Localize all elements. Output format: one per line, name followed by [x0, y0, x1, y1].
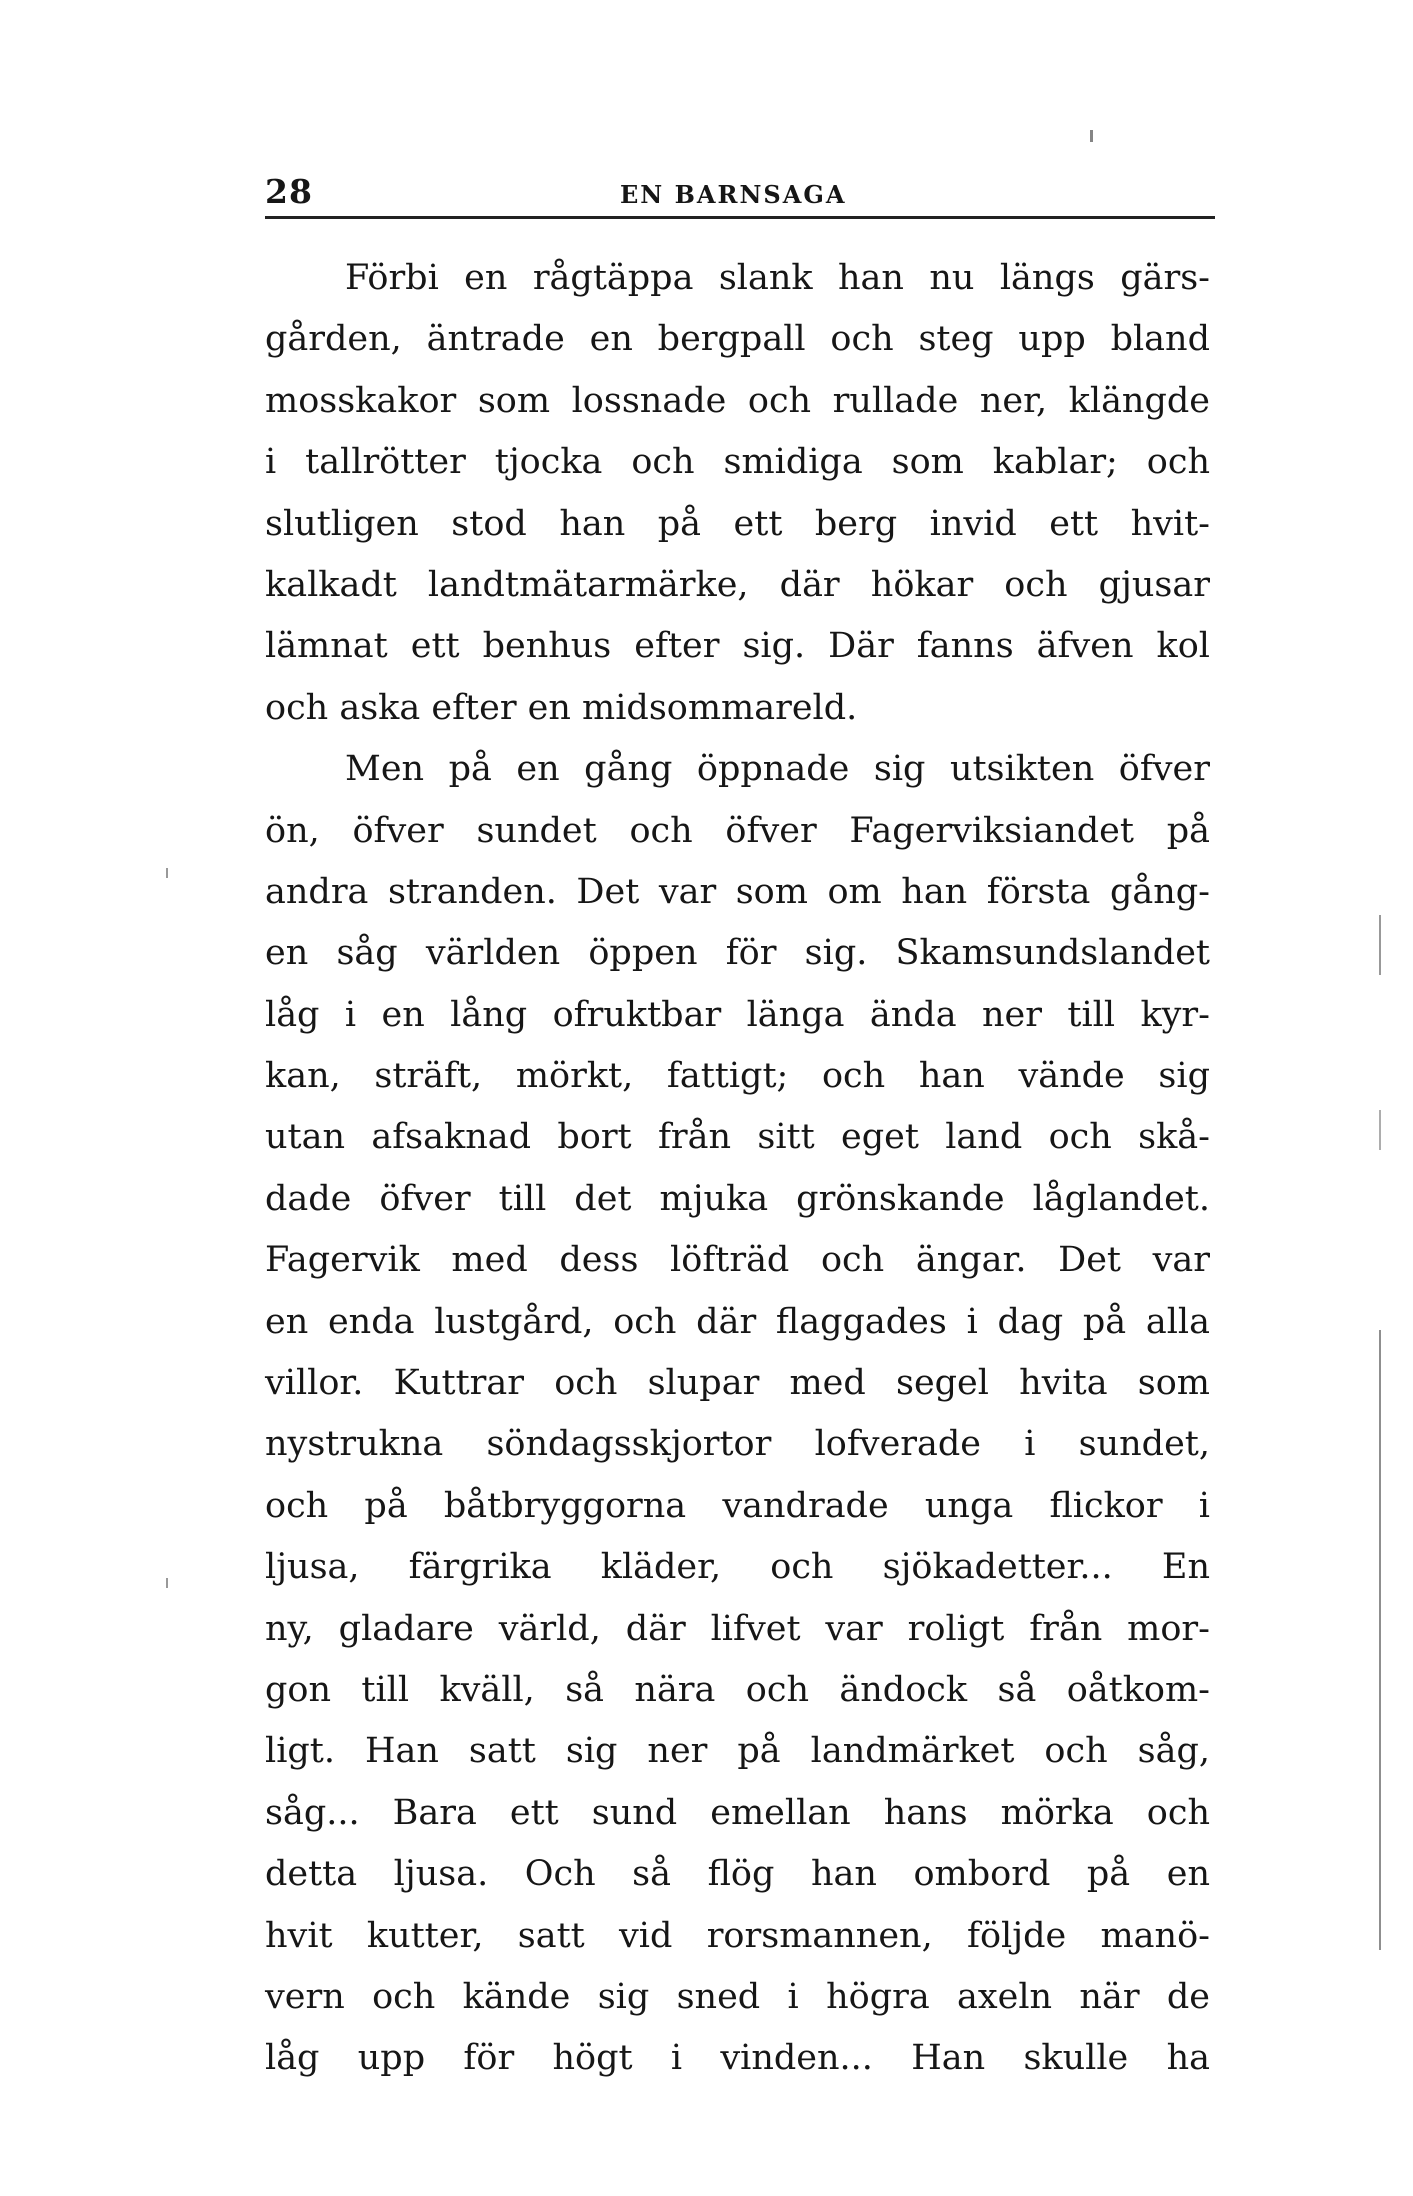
- text-line: andra stranden. Det var som om han första gång-: [265, 871, 1210, 912]
- header-rule: [265, 216, 1215, 219]
- text-line: ön, öfver sundet och öfver Fagerviksiandet på: [265, 810, 1210, 851]
- text-line: mosskakor som lossnade och rullade ner, klängde: [265, 380, 1210, 421]
- paragraph-2: [265, 739, 1210, 2090]
- scan-mark: [1379, 1330, 1381, 1950]
- text-line: lämnat ett benhus efter sig. Där fanns äfven kol: [265, 626, 1210, 667]
- text-line: nystrukna söndagsskjortor lofverade i sundet,: [265, 1424, 1210, 1465]
- running-head: EN BARNSAGA: [620, 180, 847, 209]
- scan-mark: [1090, 130, 1093, 142]
- text-line: ligt. Han satt sig ner på landmärket och såg,: [265, 1731, 1210, 1772]
- text-line: i tallrötter tjocka och smidiga som kablar; och: [265, 442, 1210, 483]
- scan-mark: [166, 868, 168, 878]
- text-line: Förbi en rågtäppa slank han nu längs gärs-: [345, 258, 1210, 298]
- text-line: utan afsaknad bort från sitt eget land och skå-: [265, 1117, 1210, 1158]
- text-line: såg... Bara ett sund emellan hans mörka och: [265, 1792, 1210, 1833]
- text-line: Fagervik med dess löfträd och ängar. Det var: [265, 1240, 1210, 1281]
- text-line: kan, sträft, mörkt, fattigt; och han vände sig: [265, 1056, 1210, 1097]
- paragraph-1: [265, 248, 1210, 739]
- text-line: och på båtbryggorna vandrade unga flickor i: [265, 1485, 1210, 1526]
- text-line: ljusa, färgrika kläder, och sjökadetter... En: [265, 1547, 1210, 1588]
- text-line: villor. Kuttrar och slupar med segel hvita som: [265, 1363, 1210, 1404]
- text-line: hvit kutter, satt vid rorsmannen, följde manö-: [265, 1915, 1210, 1956]
- text-line: en enda lustgård, och där flaggades i dag på alla: [265, 1301, 1210, 1342]
- scan-mark: [1379, 915, 1381, 975]
- text-line: en såg världen öppen för sig. Skamsundslandet: [265, 933, 1210, 974]
- text-line: vern och kände sig sned i högra axeln när de: [265, 1976, 1210, 2017]
- text-line: Men på en gång öppnade sig utsikten öfver: [345, 749, 1210, 790]
- scan-mark: [166, 1578, 168, 1588]
- page-header: [265, 172, 1215, 216]
- text-line: och aska efter en midsommareld.: [265, 687, 858, 728]
- text-line: ny, gladare värld, där lifvet var roligt från mor-: [265, 1608, 1210, 1649]
- text-line: låg upp för högt i vinden... Han skulle ha: [265, 2038, 1210, 2079]
- text-line: gården, äntrade en bergpall och steg upp bland: [265, 319, 1210, 360]
- scan-mark: [1379, 1110, 1381, 1150]
- body-text: [265, 248, 1210, 2090]
- page-number: 28: [265, 172, 313, 211]
- text-line: slutligen stod han på ett berg invid ett hvit-: [265, 503, 1210, 544]
- text-line: låg i en lång ofruktbar länga ända ner till kyr-: [265, 994, 1210, 1035]
- text-line: dade öfver till det mjuka grönskande låglandet.: [265, 1178, 1210, 1219]
- text-line: gon till kväll, så nära och ändock så oåtkom-: [265, 1669, 1210, 1710]
- text-line: detta ljusa. Och så flög han ombord på en: [265, 1854, 1210, 1895]
- text-line: kalkadt landtmätarmärke, där hökar och gjusar: [265, 564, 1210, 605]
